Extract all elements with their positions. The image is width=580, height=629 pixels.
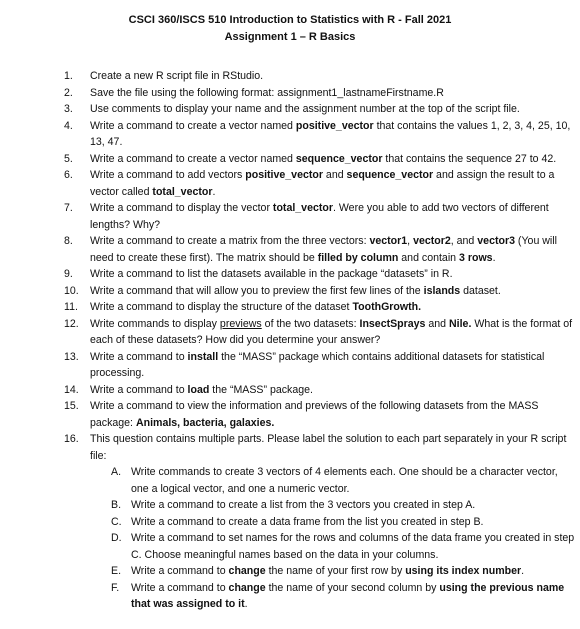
sub-list-item (0, 497, 580, 514)
list-item-text (90, 151, 576, 168)
list-item-number: 7. (64, 202, 73, 214)
list-item-text-segment: . (212, 185, 216, 198)
sub-list-item-text-segment: Write a command to create a list from the 3 vectors you created in step A. (131, 499, 476, 511)
sub-list-item-text-segment: using its index number (405, 565, 522, 577)
list-item-text-segment: . Were you able to add two vectors of different lengths? Why? (90, 202, 549, 231)
list-item (0, 431, 580, 464)
sub-list-item-text-segment: Write a command to set names for the rows and columns of the data frame you created in step C. Choose meaningful names based on the data in your columns. (131, 532, 575, 561)
assignment-title: Assignment 1 – R Basics (224, 31, 356, 43)
sub-list-item-text (131, 516, 484, 528)
list-item-text-segment: 3 rows (459, 251, 493, 264)
list-item-number: 3. (64, 103, 73, 115)
sub-list-item-number: F. (111, 581, 120, 594)
list-item-text-segment: Write a command to create a vector named (90, 119, 296, 132)
list-item-text (90, 68, 576, 85)
list-item-text (90, 283, 576, 300)
list-item-text-segment: previews (219, 317, 262, 330)
list-item-text-segment: positive_vector (295, 119, 374, 132)
sub-list-item-text (131, 499, 475, 511)
list-item-number: 15. (64, 400, 79, 412)
list-item-text-segment: Write a command to view the information and previews of the following datasets from the MASS package: (90, 400, 539, 429)
list-item-text-segment: Nile. (449, 317, 472, 330)
list-item-text-segment: Save the file using the following format: assignment1_lastnameFirstname.R (90, 86, 444, 99)
list-item (0, 85, 580, 102)
sub-list-item-text (131, 582, 564, 611)
list-item-text (90, 118, 576, 151)
list-item-text-segment: the “MASS” package. (209, 383, 313, 396)
sub-list-item-number: A. (111, 466, 122, 478)
sub-list-item-text-segment: the name of your first row by (265, 565, 406, 577)
list-item (0, 382, 580, 399)
list-item-text-segment: vector3 (477, 235, 515, 247)
list-item (0, 151, 580, 168)
list-item-text-segment: ToothGrowth. (352, 301, 422, 313)
list-item-text-segment: and (322, 169, 347, 181)
list-item-text-segment: What is the format of each of these datasets? How did you determine your answer? (90, 317, 573, 346)
sub-list-item-text (131, 532, 574, 561)
list-item-text (90, 101, 576, 118)
list-item-text-segment: filled by column (317, 251, 399, 264)
list-item (0, 101, 580, 118)
list-item-text-segment: . (492, 251, 496, 264)
list-item-text-segment: vector1 (369, 235, 408, 247)
list-item-text-segment: InsectSprays (359, 317, 426, 330)
sub-list-item-text-segment: Write a command to create a data frame from the list you created in step B. (131, 515, 484, 528)
list-item-text-segment: the “MASS” package which contains additional datasets for statistical processing. (90, 350, 545, 379)
list-item-text-segment: of the two datasets: (261, 317, 360, 330)
sub-list-item-text (131, 565, 524, 577)
sub-list-item-text-segment: the name of your second column by (265, 581, 440, 594)
list-item (0, 349, 580, 382)
list-item-text (90, 233, 576, 266)
sub-list-item-text-segment: Write a command to (131, 565, 229, 577)
list-item-text-segment: Write a command to create a vector named (90, 152, 296, 165)
list-item-text (90, 349, 576, 382)
list-item-text-segment: Use comments to display your name and the assignment number at the top of the script file. (90, 103, 520, 115)
sub-list-item (0, 563, 580, 580)
list-item-text-segment: Write a command to (90, 350, 188, 363)
sub-list-item-text-segment: . (521, 565, 525, 577)
list-item-text (90, 431, 576, 464)
list-item-text (90, 167, 576, 200)
list-item-text-segment: Write commands to display (90, 317, 220, 330)
list-item-text-segment: that contains the sequence 27 to 42. (382, 152, 557, 165)
list-item-text-segment: This question contains multiple parts. Please label the solution to each part separately in your R script file: (90, 433, 567, 462)
list-item-text-segment: that contains the values 1, 2, 3, 4, 25, 10, 13, 47. (90, 119, 571, 148)
list-item-text-segment: Write a command to create a matrix from the three vectors: (90, 235, 370, 247)
sub-list-item (0, 464, 580, 497)
list-item-text (90, 200, 576, 233)
list-item (0, 233, 580, 266)
list-item-text (90, 299, 576, 316)
list-item-number: 10. (64, 284, 79, 297)
list-item-text-segment: Write a command to display the structure of the dataset (90, 301, 353, 313)
list-item-text-segment: Write a command to list the datasets available in the package “datasets” in R. (90, 268, 453, 280)
sub-list-item-number: B. (111, 499, 122, 511)
list-item-text-segment: dataset. (460, 284, 501, 297)
list-item-text-segment: and assign the result to a vector called (90, 169, 555, 198)
sub-list-item-text-segment: change (228, 565, 266, 577)
list-item-number: 14. (64, 383, 79, 396)
list-item-text-segment: and (425, 317, 450, 330)
list-item-text-segment: , (407, 235, 414, 247)
list-item-text-segment: Write a command to (90, 383, 188, 396)
course-title: CSCI 360/ISCS 510 Introduction to Statistics with R - Fall 2021 (128, 14, 452, 26)
list-item-text-segment: sequence_vector (295, 152, 383, 165)
list-item (0, 283, 580, 300)
list-item-text-segment: vector2 (413, 235, 451, 247)
list-item-text (90, 316, 576, 349)
list-item (0, 299, 580, 316)
list-item-number: 13. (64, 350, 79, 363)
list-item-number: 9. (64, 268, 73, 280)
list-item-number: 1. (64, 70, 73, 82)
list-item-text-segment: and contain (398, 251, 460, 264)
list-item-text-segment: load (187, 383, 210, 396)
list-item-text-segment: , and (450, 235, 478, 247)
list-item (0, 68, 580, 85)
list-item-text-segment: (You will need to create these first). The matrix should be (90, 235, 557, 264)
list-item-text (90, 266, 576, 283)
list-item-text-segment: islands (423, 284, 461, 297)
list-item-text-segment: Write a command to display the vector (90, 202, 273, 214)
list-item-text-segment: Animals, bacteria, galaxies. (135, 416, 275, 429)
list-item-text-segment: total_vector (152, 185, 213, 198)
list-item-number: 5. (64, 152, 73, 165)
list-item (0, 118, 580, 151)
sub-list-item-text-segment: change (228, 581, 266, 594)
sub-list-item-number: D. (111, 532, 122, 544)
sub-list-item (0, 530, 580, 563)
sub-list-item-text (131, 466, 558, 495)
list-item (0, 316, 580, 349)
list-item-number: 12. (64, 317, 79, 330)
sub-list-item-text-segment: Write a command to (131, 581, 229, 594)
list-item-number: 11. (64, 301, 78, 313)
list-item-text-segment: total_vector (272, 202, 333, 214)
sub-list-item (0, 580, 580, 613)
list-item (0, 266, 580, 283)
sub-list-item-text-segment: . (244, 598, 248, 610)
list-item-text-segment: install (187, 350, 219, 363)
list-item-text-segment: Write a command to add vectors (90, 169, 246, 181)
list-item-text-segment: Create a new R script file in RStudio. (90, 70, 264, 82)
list-item-number: 6. (64, 169, 73, 181)
list-item-text-segment: Write a command that will allow you to preview the first few lines of the (90, 284, 424, 297)
list-item-text (90, 85, 576, 102)
list-item (0, 200, 580, 233)
list-item-number: 2. (64, 86, 73, 99)
sub-list-item-number: C. (111, 515, 122, 528)
sub-list-item-text-segment: using the previous name that was assigned to it (131, 581, 565, 610)
sub-list-item-text-segment: Write commands to create 3 vectors of 4 elements each. One should be a character vector, one a logical vector, and one a numeric vector. (131, 466, 558, 495)
list-item (0, 398, 580, 431)
list-item-number: 4. (64, 119, 73, 132)
instruction-list (0, 68, 580, 613)
sub-list-item (0, 514, 580, 531)
list-item-number: 16. (64, 433, 79, 445)
list-item-number: 8. (64, 235, 73, 247)
list-item-text-segment: sequence_vector (346, 169, 434, 181)
sub-list-item-number: E. (111, 565, 122, 577)
list-item-text (90, 382, 576, 399)
list-item-text-segment: positive_vector (245, 169, 323, 181)
list-item-text (90, 398, 576, 431)
list-item (0, 167, 580, 200)
